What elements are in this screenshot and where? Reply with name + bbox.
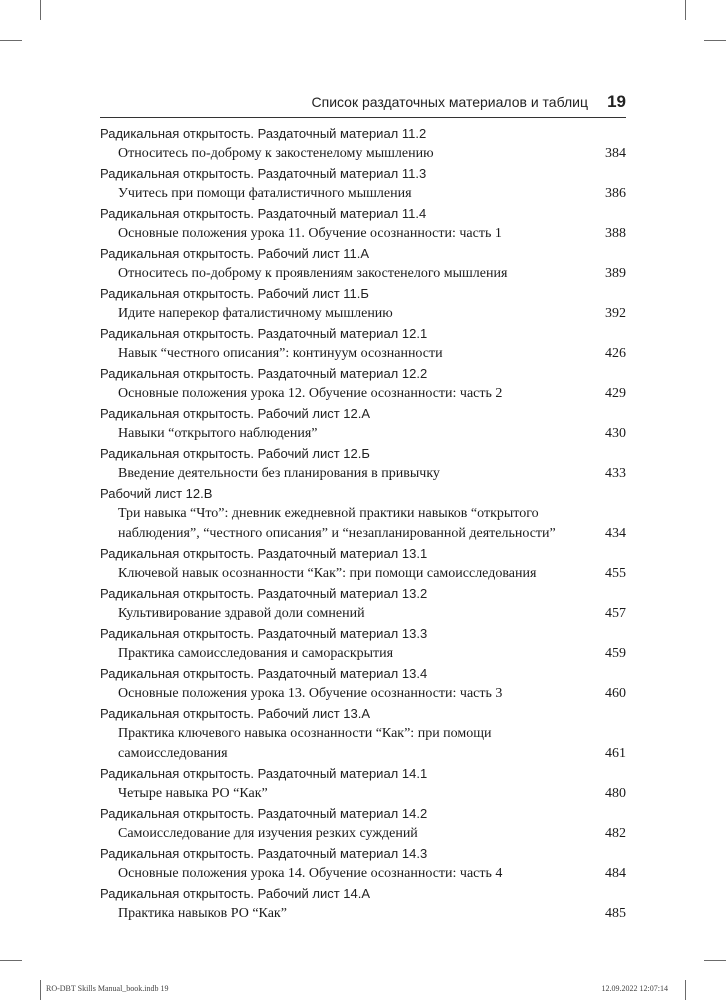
toc-entry-page: 386 — [605, 186, 626, 201]
toc-group — [100, 284, 626, 324]
toc-group-title: Радикальная открытость. Раздаточный материал 12.1 — [100, 326, 428, 341]
footer-file: RO-DBT Skills Manual_book.indb 19 — [46, 984, 169, 993]
toc-entry-page: 482 — [605, 826, 626, 841]
toc-entry-page: 384 — [605, 146, 626, 161]
toc-entry — [100, 144, 626, 164]
toc-entry — [100, 724, 626, 764]
toc-entry — [100, 904, 626, 924]
crop-mark — [0, 960, 22, 961]
toc-group — [100, 764, 626, 804]
toc-entry — [100, 824, 626, 844]
toc-entry-title: Основные положения урока 11. Обучение осознанности: часть 1 — [118, 226, 502, 241]
toc-entry-page: 389 — [605, 266, 626, 281]
toc-entry — [100, 184, 626, 204]
toc-entry — [100, 224, 626, 244]
toc-entry-title: Три навыка “Что”: дневник ежедневной практики навыков “открытого наблюдения”, “честного описания” и “незапланированной деятельности” — [118, 506, 556, 541]
toc-group-title: Радикальная открытость. Раздаточный материал 11.4 — [100, 206, 427, 221]
toc-group — [100, 124, 626, 164]
toc-entry-title: Идите наперекор фаталистичному мышлению — [118, 306, 393, 321]
toc-entry-page: 461 — [605, 746, 626, 761]
toc-entry-title: Практика самоисследования и самораскрытия — [118, 646, 394, 661]
toc-entry-page: 457 — [605, 606, 626, 621]
toc-group-title: Радикальная открытость. Раздаточный материал 13.4 — [100, 666, 428, 681]
toc-entry — [100, 504, 626, 544]
toc-entry — [100, 784, 626, 804]
toc-entry-page: 429 — [605, 386, 626, 401]
toc-entry-page: 455 — [605, 566, 626, 581]
toc-group — [100, 484, 626, 544]
toc-group — [100, 244, 626, 284]
toc-group-title: Радикальная открытость. Раздаточный материал 14.2 — [100, 806, 428, 821]
header-rule — [100, 117, 626, 118]
toc-group — [100, 804, 626, 844]
toc-group-title: Радикальная открытость. Раздаточный материал 12.2 — [100, 366, 428, 381]
toc-group-title: Радикальная открытость. Рабочий лист 14.А — [100, 886, 371, 901]
toc-group-title: Радикальная открытость. Рабочий лист 11.А — [100, 246, 370, 261]
toc-entry-title: Введение деятельности без планирования в привычку — [118, 466, 440, 481]
toc-group — [100, 624, 626, 664]
toc-group — [100, 584, 626, 624]
toc-entry — [100, 644, 626, 664]
print-footer — [0, 984, 726, 996]
toc-entry-page: 426 — [605, 346, 626, 361]
toc-group-title: Радикальная открытость. Раздаточный материал 14.3 — [100, 846, 428, 861]
toc-group-title: Радикальная открытость. Раздаточный материал 11.2 — [100, 126, 427, 141]
toc-group — [100, 324, 626, 364]
toc-group — [100, 844, 626, 884]
toc-entry — [100, 424, 626, 444]
toc-entry-page: 460 — [605, 686, 626, 701]
toc-entry — [100, 384, 626, 404]
toc-entry — [100, 344, 626, 364]
toc-entry-page: 434 — [605, 526, 626, 541]
toc-entry — [100, 864, 626, 884]
toc-group — [100, 664, 626, 704]
toc-entry-title: Относитесь по-доброму к закостенелому мышлению — [118, 146, 434, 161]
toc-group — [100, 444, 626, 484]
crop-mark — [685, 0, 686, 20]
toc-entry-title: Навыки “открытого наблюдения” — [118, 426, 318, 441]
toc-entry-title: Основные положения урока 12. Обучение осознанности: часть 2 — [118, 386, 503, 401]
toc-group-title: Радикальная открытость. Рабочий лист 13.А — [100, 706, 371, 721]
toc-entry-page: 430 — [605, 426, 626, 441]
toc-entry — [100, 684, 626, 704]
toc-group-title: Радикальная открытость. Рабочий лист 12.А — [100, 406, 371, 421]
toc-entry — [100, 604, 626, 624]
toc-entry-title: Практика ключевого навыка осознанности “Как”: при помощи самоисследования — [118, 726, 492, 761]
toc-entry — [100, 264, 626, 284]
toc-entry-title: Учитесь при помощи фаталистичного мышления — [118, 186, 412, 201]
toc-entry-title: Основные положения урока 13. Обучение осознанности: часть 3 — [118, 686, 503, 701]
toc-group-title: Радикальная открытость. Раздаточный материал 11.3 — [100, 166, 427, 181]
footer-datetime: 12.09.2022 12:07:14 — [601, 984, 668, 993]
header-title: Список раздаточных материалов и таблиц — [311, 94, 588, 110]
toc-entry-page: 484 — [605, 866, 626, 881]
toc-entry-title: Культивирование здравой доли сомнений — [118, 606, 365, 621]
running-header — [100, 92, 626, 114]
toc-group — [100, 884, 626, 924]
toc-entry — [100, 304, 626, 324]
toc-entry-page: 388 — [605, 226, 626, 241]
toc-entry-page: 459 — [605, 646, 626, 661]
toc-group-title: Радикальная открытость. Рабочий лист 12.Б — [100, 446, 370, 461]
toc-entry — [100, 464, 626, 484]
toc-entry-title: Самоисследование для изучения резких суждений — [118, 826, 418, 841]
toc-entry-page: 433 — [605, 466, 626, 481]
toc-group — [100, 164, 626, 204]
toc-group-title: Радикальная открытость. Раздаточный материал 13.3 — [100, 626, 428, 641]
toc-group — [100, 704, 626, 764]
toc-group — [100, 544, 626, 584]
toc-group-title: Радикальная открытость. Раздаточный материал 13.2 — [100, 586, 428, 601]
crop-mark — [0, 40, 22, 41]
toc-entry-title: Основные положения урока 14. Обучение осознанности: часть 4 — [118, 866, 503, 881]
toc-entry-page: 480 — [605, 786, 626, 801]
toc-group — [100, 404, 626, 444]
toc-group-title: Радикальная открытость. Рабочий лист 11.Б — [100, 286, 369, 301]
crop-mark — [40, 0, 41, 20]
toc-entry-title: Четыре навыка РО “Как” — [118, 786, 268, 801]
toc-entry-title: Навык “честного описания”: континуум осознанности — [118, 346, 443, 361]
page-number: 19 — [607, 92, 626, 111]
toc-entry — [100, 564, 626, 584]
toc-entry-title: Ключевой навык осознанности “Как”: при помощи самоисследования — [118, 566, 537, 581]
toc-group — [100, 364, 626, 404]
toc-entry-page: 485 — [605, 906, 626, 921]
toc-entry-title: Относитесь по-доброму к проявлениям закостенелого мышления — [118, 266, 508, 281]
crop-mark — [704, 960, 726, 961]
toc-list — [100, 124, 626, 924]
crop-mark — [704, 40, 726, 41]
toc-entry-title: Практика навыков РО “Как” — [118, 906, 287, 921]
toc-group-title: Радикальная открытость. Раздаточный материал 13.1 — [100, 546, 428, 561]
toc-group-title: Рабочий лист 12.В — [100, 486, 213, 501]
toc-group-title: Радикальная открытость. Раздаточный материал 14.1 — [100, 766, 428, 781]
toc-entry-page: 392 — [605, 306, 626, 321]
toc-group — [100, 204, 626, 244]
